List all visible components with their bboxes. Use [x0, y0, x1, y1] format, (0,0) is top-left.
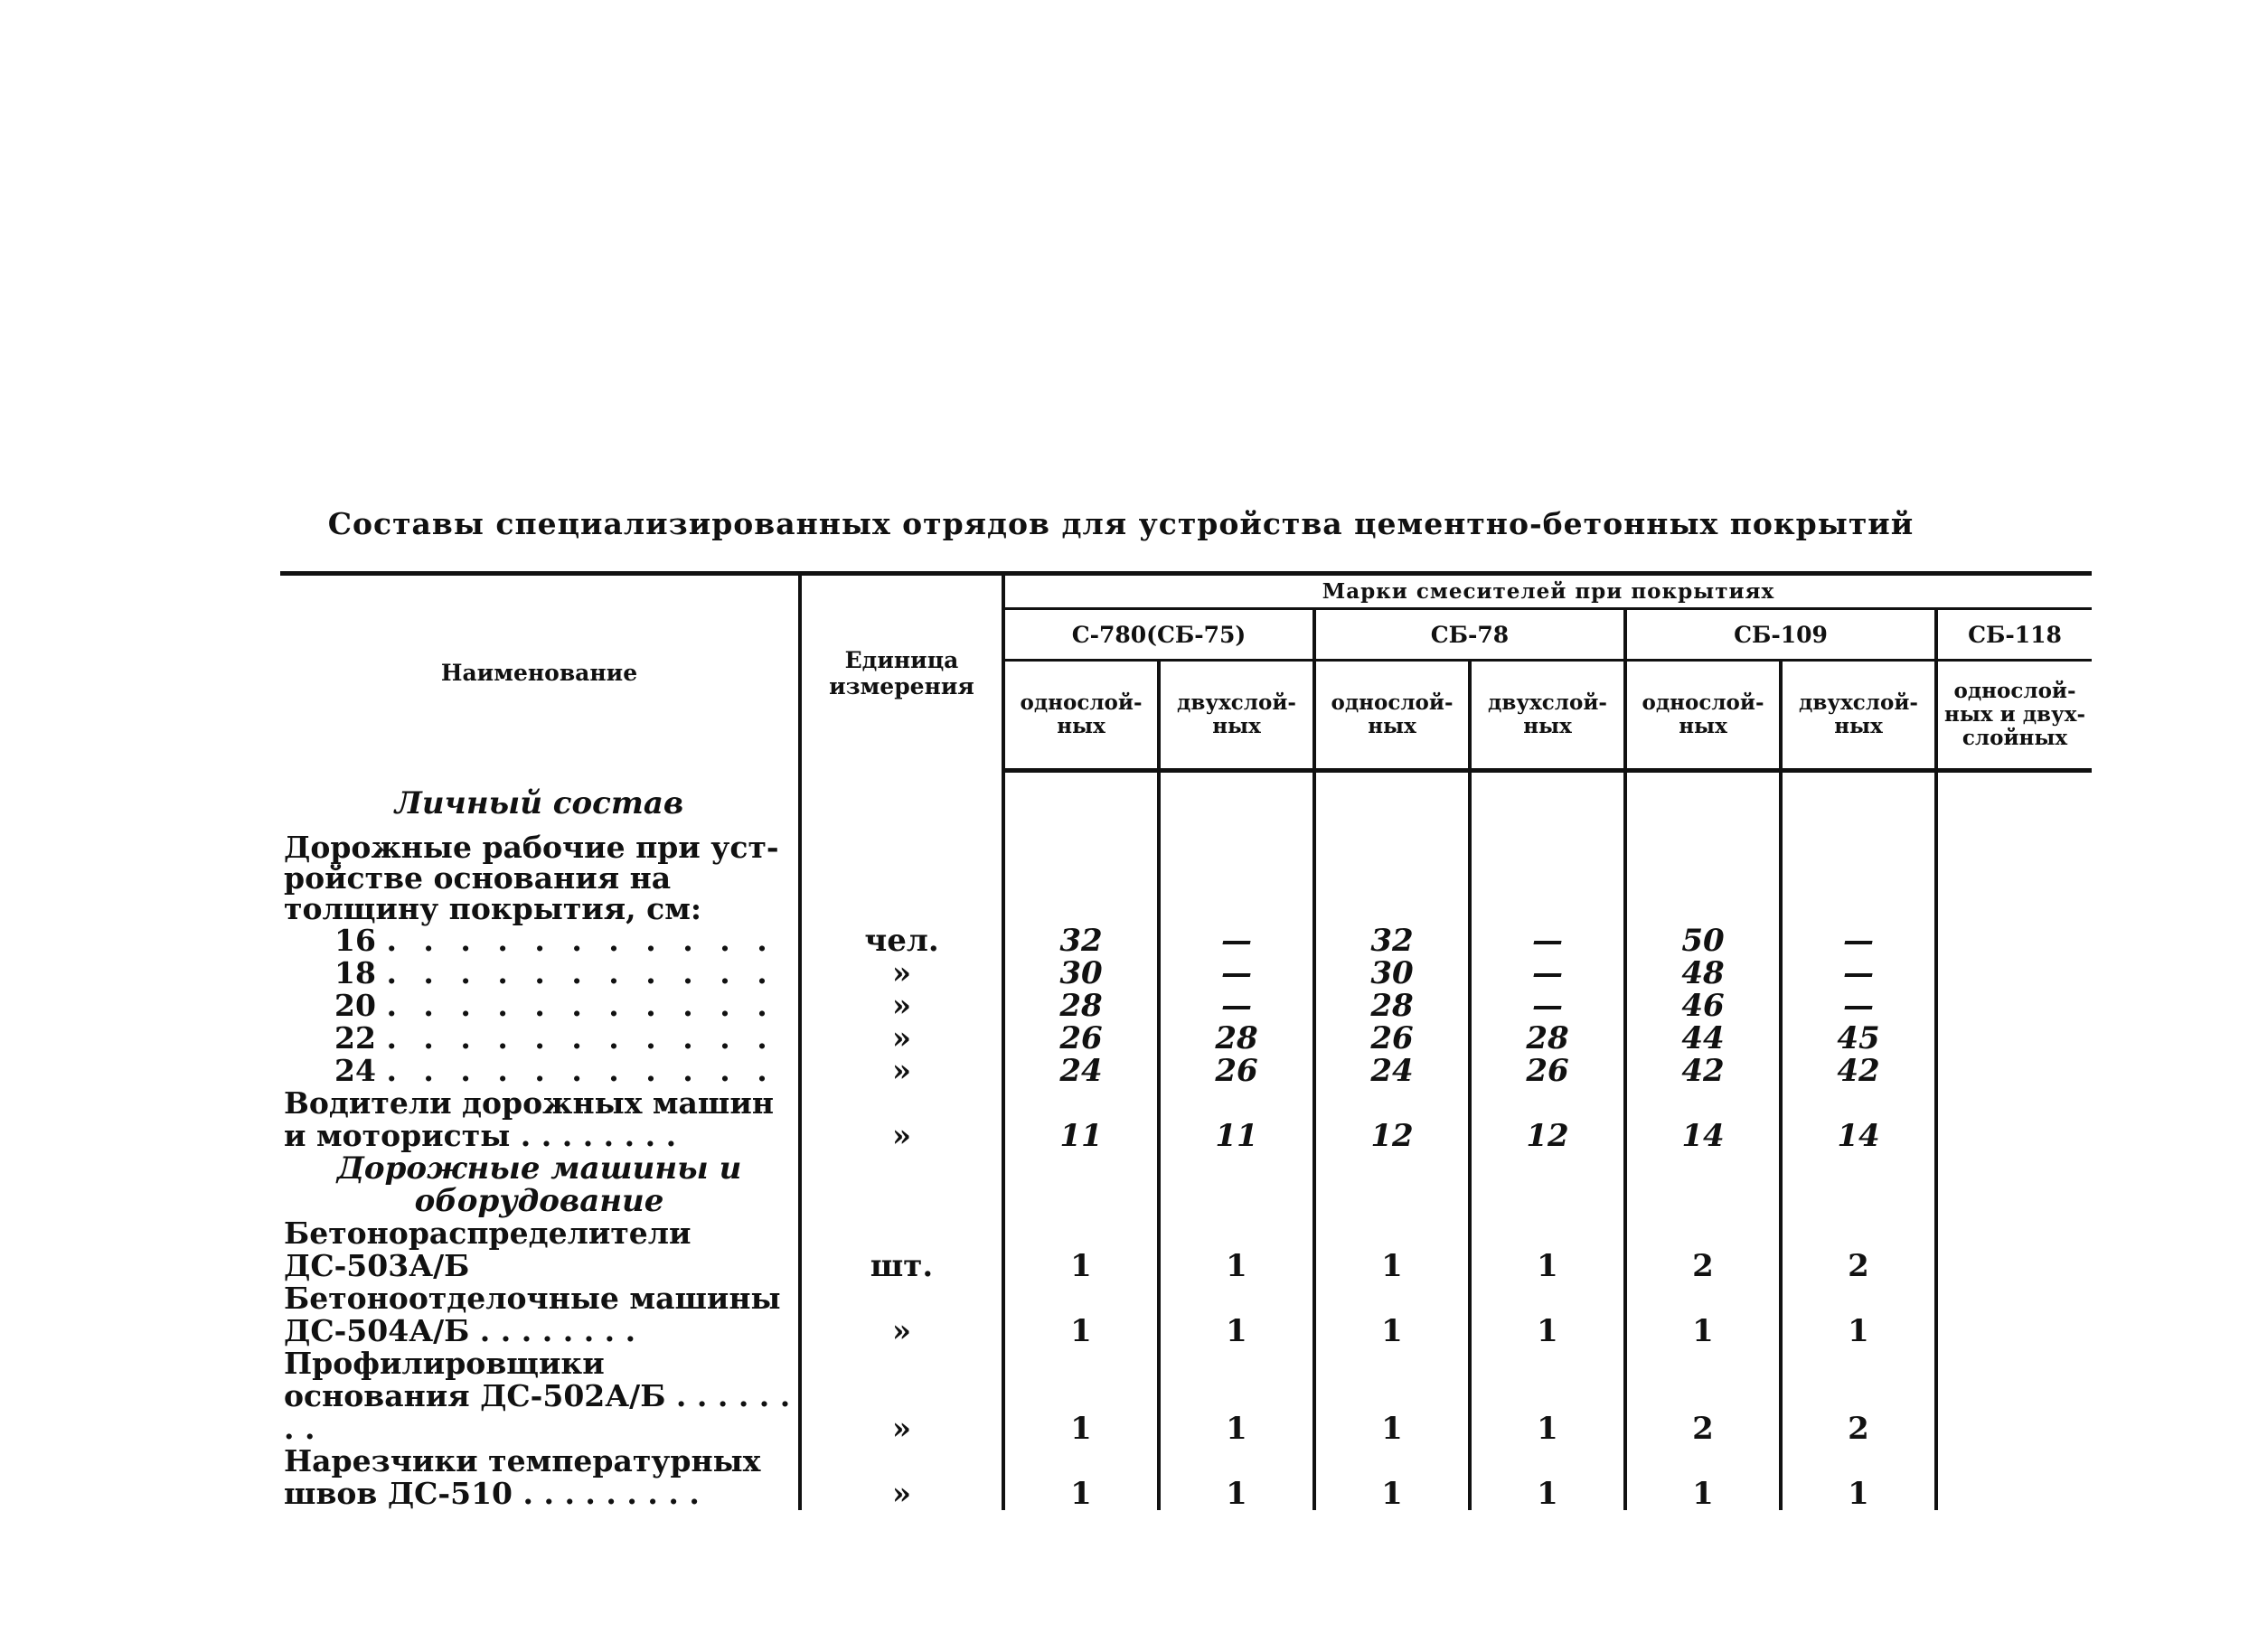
cell-value: 26 — [1470, 1055, 1625, 1087]
row-name: Бетоноотделочные машины ДС-504А/Б . . . . . . . . — [284, 1280, 781, 1348]
row-unit: » — [800, 1445, 1003, 1510]
cell-value: 1 — [1003, 1282, 1159, 1347]
row-name: 24 — [334, 1052, 376, 1088]
leader-dots: . . . . . . . . . . . — [386, 922, 776, 958]
cell-value — [1936, 990, 2092, 1022]
cell-value: 2 — [1781, 1347, 1936, 1445]
cell-value: — — [1159, 957, 1314, 990]
row-unit: чел. — [800, 925, 1003, 957]
cell-value: 48 — [1625, 957, 1781, 990]
cell-value — [1936, 1022, 2092, 1055]
cell-value: 1 — [1003, 1445, 1159, 1510]
cell-value: 1 — [1159, 1282, 1314, 1347]
sub-header-double: двухслой-ных — [1159, 661, 1314, 771]
cell-value: 26 — [1314, 1022, 1470, 1055]
crew-composition-table — [280, 571, 2092, 1510]
row-unit: » — [800, 1087, 1003, 1152]
cell-value: — — [1781, 925, 1936, 957]
cell-value: 26 — [1003, 1022, 1159, 1055]
table-row — [280, 1347, 2092, 1445]
sub-header-single: однослой-ных — [1314, 661, 1470, 771]
cell-value: 11 — [1003, 1087, 1159, 1152]
cell-value: 12 — [1314, 1087, 1470, 1152]
cell-value: 2 — [1781, 1217, 1936, 1282]
cell-value: 1 — [1781, 1445, 1936, 1510]
cell-value — [1936, 957, 2092, 990]
cell-value: 24 — [1314, 1055, 1470, 1087]
row-unit: шт. — [800, 1217, 1003, 1282]
table-row — [280, 1087, 2092, 1152]
cell-value: 1 — [1314, 1217, 1470, 1282]
cell-value: 1 — [1003, 1347, 1159, 1445]
cell-value: 11 — [1159, 1087, 1314, 1152]
cell-value: — — [1470, 925, 1625, 957]
group-header-sb78: СБ-78 — [1314, 609, 1625, 661]
cell-value: 42 — [1781, 1055, 1936, 1087]
table-row — [280, 1445, 2092, 1510]
cell-value: 1 — [1314, 1445, 1470, 1510]
cell-value: — — [1470, 990, 1625, 1022]
cell-value: 1 — [1314, 1282, 1470, 1347]
workers-label: Дорожные рабочие при уст-ройстве основания на толщину покрытия, см: — [284, 829, 779, 926]
row-name: Нарезчики температурных швов ДС-510 . . . . . . . . . — [284, 1442, 761, 1511]
col-header-mixers: Марки смесителей при покрытиях — [1003, 574, 2092, 609]
table-row — [280, 990, 2092, 1022]
sub-header-single: однослой-ных — [1625, 661, 1781, 771]
row-name: Водители дорожных машин и мотористы . . . . . . . . — [284, 1084, 775, 1153]
col-header-unit: Единица измерения — [800, 574, 1003, 771]
cell-value: 1 — [1159, 1445, 1314, 1510]
cell-value: 1 — [1470, 1282, 1625, 1347]
cell-value: — — [1159, 990, 1314, 1022]
sub-header-single: однослой-ных — [1003, 661, 1159, 771]
cell-value: 32 — [1314, 925, 1470, 957]
cell-value: 2 — [1625, 1217, 1781, 1282]
leader-dots: . . . . . . . . . . . — [386, 1019, 776, 1056]
section-machines: Дорожные машины и оборудование — [336, 1150, 742, 1219]
table-row — [280, 1282, 2092, 1347]
cell-value — [1936, 1347, 2092, 1445]
row-unit: » — [800, 1347, 1003, 1445]
table-row — [280, 1022, 2092, 1055]
cell-value: 28 — [1314, 990, 1470, 1022]
cell-value: 1 — [1003, 1217, 1159, 1282]
cell-value: 42 — [1625, 1055, 1781, 1087]
row-name: 20 — [334, 987, 376, 1023]
cell-value — [1936, 1087, 2092, 1152]
col-header-name: Наименование — [280, 574, 800, 771]
cell-value: 1 — [1781, 1282, 1936, 1347]
cell-value — [1936, 1055, 2092, 1087]
cell-value: 1 — [1159, 1217, 1314, 1282]
row-unit: » — [800, 1282, 1003, 1347]
cell-value: 1 — [1625, 1282, 1781, 1347]
cell-value: 1 — [1470, 1347, 1625, 1445]
cell-value: 14 — [1781, 1087, 1936, 1152]
cell-value: 1 — [1625, 1445, 1781, 1510]
group-header-sb118: СБ-118 — [1936, 609, 2092, 661]
cell-value: — — [1159, 925, 1314, 957]
cell-value: — — [1781, 957, 1936, 990]
cell-value: 46 — [1625, 990, 1781, 1022]
cell-value: 1 — [1470, 1217, 1625, 1282]
cell-value: 26 — [1159, 1055, 1314, 1087]
row-unit: » — [800, 1022, 1003, 1055]
cell-value: 14 — [1625, 1087, 1781, 1152]
cell-value — [1936, 925, 2092, 957]
sub-header-double: двухслой-ных — [1470, 661, 1625, 771]
row-name: 16 — [334, 922, 376, 958]
row-unit: » — [800, 990, 1003, 1022]
group-header-sb109: СБ-109 — [1625, 609, 1936, 661]
cell-value: 44 — [1625, 1022, 1781, 1055]
cell-value: 32 — [1003, 925, 1159, 957]
table-row — [280, 1055, 2092, 1087]
cell-value: 28 — [1003, 990, 1159, 1022]
cell-value: 1 — [1159, 1347, 1314, 1445]
cell-value: — — [1781, 990, 1936, 1022]
table-row — [280, 957, 2092, 990]
cell-value — [1936, 1217, 2092, 1282]
table-row — [280, 925, 2092, 957]
cell-value: 2 — [1625, 1347, 1781, 1445]
section-personnel: Личный состав — [394, 784, 684, 821]
row-unit: » — [800, 1055, 1003, 1087]
group-header-c780: С-780(СБ-75) — [1003, 609, 1314, 661]
cell-value: 28 — [1470, 1022, 1625, 1055]
leader-dots: . . . . . . . . . . . — [386, 1052, 776, 1088]
cell-value: 50 — [1625, 925, 1781, 957]
leader-dots: . . . . . . . . . . . — [386, 987, 776, 1023]
cell-value: 45 — [1781, 1022, 1936, 1055]
cell-value — [1936, 1445, 2092, 1510]
row-name: Бетонораспределители ДС-503А/Б — [284, 1215, 692, 1283]
row-name: Профилировщики основания ДС-502А/Б . . . . . . . . — [284, 1345, 791, 1446]
sub-header-double: двухслой-ных — [1781, 661, 1936, 771]
cell-value: 28 — [1159, 1022, 1314, 1055]
sub-header-both: однослой-ных и двух-слойных — [1936, 661, 2092, 771]
table-title: Составы специализированных отрядов для устройства цементно-бетонных покрытий — [327, 506, 1915, 541]
cell-value: 1 — [1314, 1347, 1470, 1445]
cell-value: 30 — [1314, 957, 1470, 990]
table-row — [280, 1217, 2092, 1282]
cell-value: 24 — [1003, 1055, 1159, 1087]
row-unit: » — [800, 957, 1003, 990]
leader-dots: . . . . . . . . . . . — [386, 954, 776, 990]
cell-value: 12 — [1470, 1087, 1625, 1152]
cell-value: 1 — [1470, 1445, 1625, 1510]
row-name: 22 — [334, 1019, 376, 1056]
cell-value: 30 — [1003, 957, 1159, 990]
cell-value — [1936, 1282, 2092, 1347]
cell-value: — — [1470, 957, 1625, 990]
row-name: 18 — [334, 954, 376, 990]
